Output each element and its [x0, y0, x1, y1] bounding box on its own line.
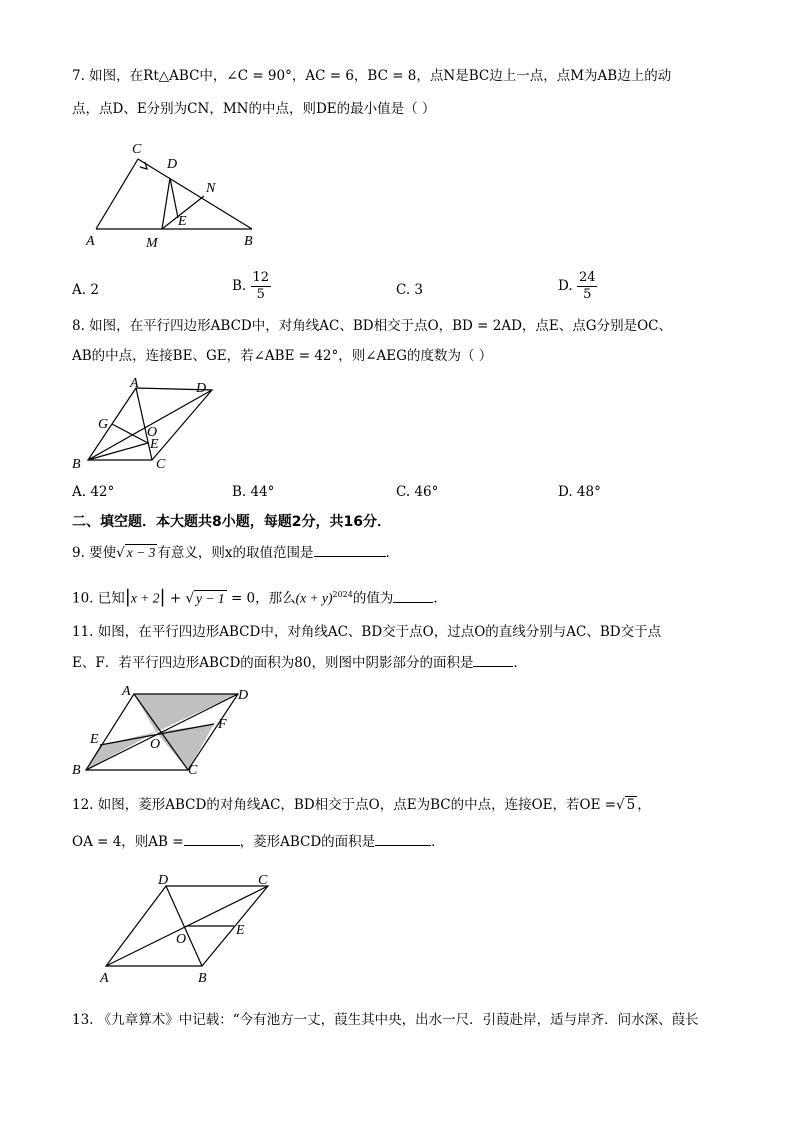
q9-prefix: 9. 要使 [72, 545, 117, 561]
section-heading-fill-in: 二、填空题．本大题共8小题，每题2分，共16分． [72, 514, 391, 530]
q8-label-a: A [130, 376, 139, 391]
q7-label-b: B [244, 234, 253, 249]
q10-base: (x + y) [295, 590, 333, 606]
q13-line1: 13. 《九章算术》中记载：“今有池方一丈，葭生其中央，出水一尺．引葭赴岸，适与岸齐．问水深、葭长 [72, 1012, 699, 1028]
q12-label-o: O [176, 932, 187, 947]
q12-end: ． [431, 834, 445, 850]
q7-label-n: N [206, 181, 216, 196]
q12-line2-part-a: OA = 4，则AB = [72, 834, 184, 850]
q7-label-m: M [146, 236, 158, 250]
q8-option-b: B. 44° [232, 484, 275, 500]
q12-label-b: B [198, 971, 207, 986]
q8-line2: AB的中点，连接BE、GE，若∠ABE = 42°，则∠AEG的度数为（ ） [72, 348, 493, 364]
q7-label-c: C [132, 142, 142, 157]
q7-option-b-numerator: 12 [252, 270, 270, 285]
q12-comma: ， [637, 797, 651, 813]
q9-radical-sign: √ [116, 545, 125, 561]
q12-sqrt-value: 5 [626, 797, 636, 813]
q7-option-d-prefix: D. [558, 278, 573, 294]
q7-option-d-fraction [577, 270, 598, 303]
q12-label-c: C [258, 873, 268, 888]
q8-option-a: A. 42° [72, 484, 115, 500]
q8-option-c: C. 46° [396, 484, 439, 500]
q12-ab-answer-blank[interactable] [184, 833, 240, 846]
q8-label-e: E [150, 437, 159, 452]
q12-line2 [72, 832, 445, 852]
q7-option-d-numerator: 24 [578, 270, 596, 285]
q7-option-b-prefix: B. [232, 278, 247, 294]
q12-label-d: D [158, 873, 169, 888]
q11-label-b: B [72, 763, 81, 778]
q12-line2-part-b: ，菱形ABCD的面积是 [239, 834, 376, 850]
q7-label-d: D [167, 157, 178, 172]
q10-end: ． [433, 590, 447, 607]
q11-label-a: A [122, 684, 131, 699]
q7-line2: 点，点D、E分别为CN，MN的中点，则DE的最小值是（ ） [72, 101, 436, 117]
q10-radical-sign: √ [185, 590, 195, 607]
q11-line1: 11. 如图，在平行四边形ABCD中，对角线AC、BD交于点O，过点O的直线分别与AC、BD交于点 [72, 624, 662, 640]
q7-line1: 7. 如图，在Rt△ABC中，∠C = 90°，AC = 6，BC = 8，点N是BC边上一点，点M为AB边上的动 [72, 68, 672, 84]
q10-suffix: 的值为 [352, 590, 394, 607]
q11-line2 [72, 653, 527, 673]
q12-line1 [72, 795, 651, 815]
q10-radicand: y − 1 [196, 590, 225, 606]
q9-suffix: 有意义，则x的取值范围是 [157, 545, 314, 561]
q7-option-d-denominator: 5 [583, 287, 592, 302]
q12-line1-text: 12. 如图，菱形ABCD的对角线AC，BD相交于点O，点E为BC的中点，连接OE，若OE = [72, 797, 617, 813]
q10-answer-blank[interactable] [393, 590, 433, 603]
q8-option-d: D. 48° [558, 484, 601, 500]
q8-label-g: G [98, 417, 109, 432]
q12-label-e: E [236, 923, 245, 938]
q9-radicand: x − 3 [126, 545, 156, 560]
q10-abs-bar-left: | [124, 586, 131, 608]
q8-parallelogram-figure [68, 376, 228, 474]
q11-label-f: F [218, 717, 227, 732]
q10-line [72, 585, 447, 609]
q9-answer-blank[interactable] [314, 544, 386, 557]
q8-label-c: C [156, 457, 166, 472]
q11-end: ． [513, 655, 527, 671]
q10-abs-content: x + 2 [130, 590, 160, 606]
q11-label-d: D [238, 688, 249, 703]
q10-abs-bar-right: | [159, 586, 166, 608]
q11-shaded-parallelogram-figure [70, 682, 260, 780]
q7-triangle-figure [80, 138, 270, 250]
q11-line2-text: E、F．若平行四边形ABCD的面积为80，则图中阴影部分的面积是 [72, 655, 474, 671]
q11-label-o: O [150, 737, 161, 752]
q10-prefix: 10. 已知 [72, 590, 125, 607]
q9-line [72, 543, 399, 563]
q8-line1: 8. 如图，在平行四边形ABCD中，对角线AC、BD相交于点O，BD = 2AD，点E、点G分别是OC、 [72, 318, 672, 334]
q12-radical-sign: √ [616, 797, 625, 813]
q7-option-a: A. 2 [72, 282, 99, 298]
q11-label-c: C [188, 763, 198, 778]
q7-option-b-denominator: 5 [256, 287, 265, 302]
q7-label-e: E [178, 214, 187, 229]
q7-option-c: C. 3 [396, 282, 424, 298]
q7-label-a: A [86, 234, 95, 249]
q9-end: ． [385, 545, 400, 561]
q12-rhombus-figure [96, 868, 286, 986]
q10-equation-tail: = 0，那么 [230, 590, 296, 607]
q7-option-b-fraction [251, 270, 272, 303]
q11-answer-blank[interactable] [473, 654, 513, 667]
q10-exponent: 2024 [332, 590, 353, 599]
q12-label-a: A [100, 971, 109, 986]
q10-plus: + [169, 590, 182, 607]
q11-label-e: E [90, 732, 99, 747]
q12-area-answer-blank[interactable] [375, 833, 431, 846]
q7-option-b [232, 270, 271, 303]
q7-option-d [558, 270, 597, 303]
q8-label-b: B [72, 457, 81, 472]
q8-label-d: D [196, 381, 207, 396]
q8-label-o: O [147, 425, 158, 440]
